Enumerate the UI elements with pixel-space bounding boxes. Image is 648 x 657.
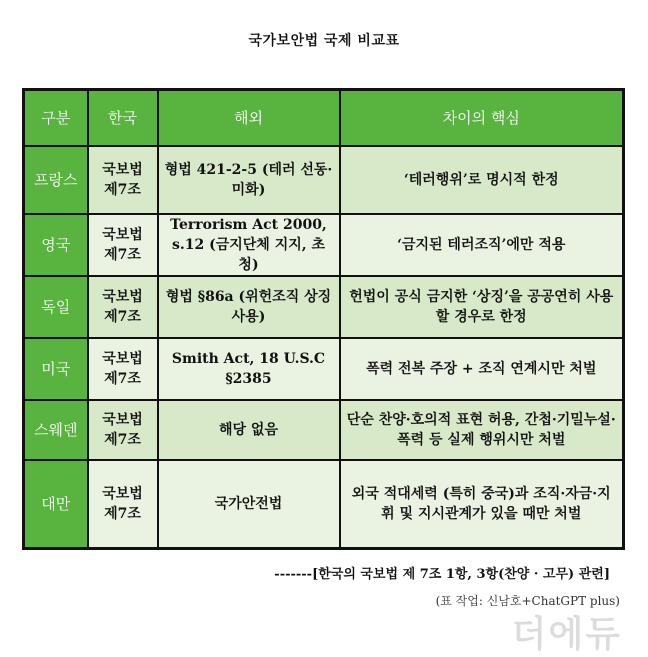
table-row <box>24 214 624 276</box>
country-cell: 프랑스 <box>24 146 88 214</box>
source-credit: (표 작업: 신남호+ChatGPT plus) <box>435 594 620 608</box>
foreign-law-cell: Smith Act, 18 U.S.C §2385 <box>158 338 340 400</box>
header-difference: 차이의 핵심 <box>340 90 624 147</box>
korea-law-cell: 국보법 제7조 <box>88 460 158 548</box>
difference-cell: 폭력 전복 주장 + 조직 연계시만 처벌 <box>340 338 624 400</box>
difference-cell: 단순 찬양·호의적 표현 허용, 간첩·기밀누설·폭력 등 실제 행위시만 처벌 <box>340 400 624 460</box>
foreign-law-cell: 국가안전법 <box>158 460 340 548</box>
difference-cell: ‘테러행위’로 명시적 한정 <box>340 146 624 214</box>
korea-law-cell: 국보법 제7조 <box>88 276 158 338</box>
watermark-logo: 더에듀 <box>511 614 622 655</box>
country-cell: 스웨덴 <box>24 400 88 460</box>
country-cell: 영국 <box>24 214 88 276</box>
korea-law-cell: 국보법 제7조 <box>88 146 158 214</box>
foreign-law-cell: 형법 §86a (위헌조직 상징 사용) <box>158 276 340 338</box>
country-cell: 미국 <box>24 338 88 400</box>
table-row <box>24 460 624 548</box>
foreign-law-cell: 형법 421-2-5 (테러 선동·미화) <box>158 146 340 214</box>
korea-law-cell: 국보법 제7조 <box>88 338 158 400</box>
header-korea: 한국 <box>88 90 158 147</box>
korea-law-cell: 국보법 제7조 <box>88 214 158 276</box>
footnote: -------[한국의 국보법 제 7조 1항, 3항(찬양 · 고무) 관련] <box>274 567 610 582</box>
header-category: 구분 <box>24 90 88 147</box>
country-cell: 독일 <box>24 276 88 338</box>
table-row <box>24 276 624 338</box>
header-foreign: 해외 <box>158 90 340 147</box>
table-header-row <box>24 90 624 147</box>
table-row <box>24 146 624 214</box>
difference-cell: 외국 적대세력 (특히 중국)과 조직·자금·지휘 및 지시관계가 있을 때만 처벌 <box>340 460 624 548</box>
table-row <box>24 338 624 400</box>
difference-cell: ‘금지된 테러조직’에만 적용 <box>340 214 624 276</box>
country-cell: 대만 <box>24 460 88 548</box>
foreign-law-cell: 해당 없음 <box>158 400 340 460</box>
comparison-table <box>22 88 625 550</box>
difference-cell: 헌법이 공식 금지한 ‘상징’을 공공연히 사용할 경우로 한정 <box>340 276 624 338</box>
korea-law-cell: 국보법 제7조 <box>88 400 158 460</box>
foreign-law-cell: Terrorism Act 2000, s.12 (금지단체 지지, 초청) <box>158 214 340 276</box>
table-title: 국가보안법 국제 비교표 <box>248 33 400 49</box>
table-row <box>24 400 624 460</box>
